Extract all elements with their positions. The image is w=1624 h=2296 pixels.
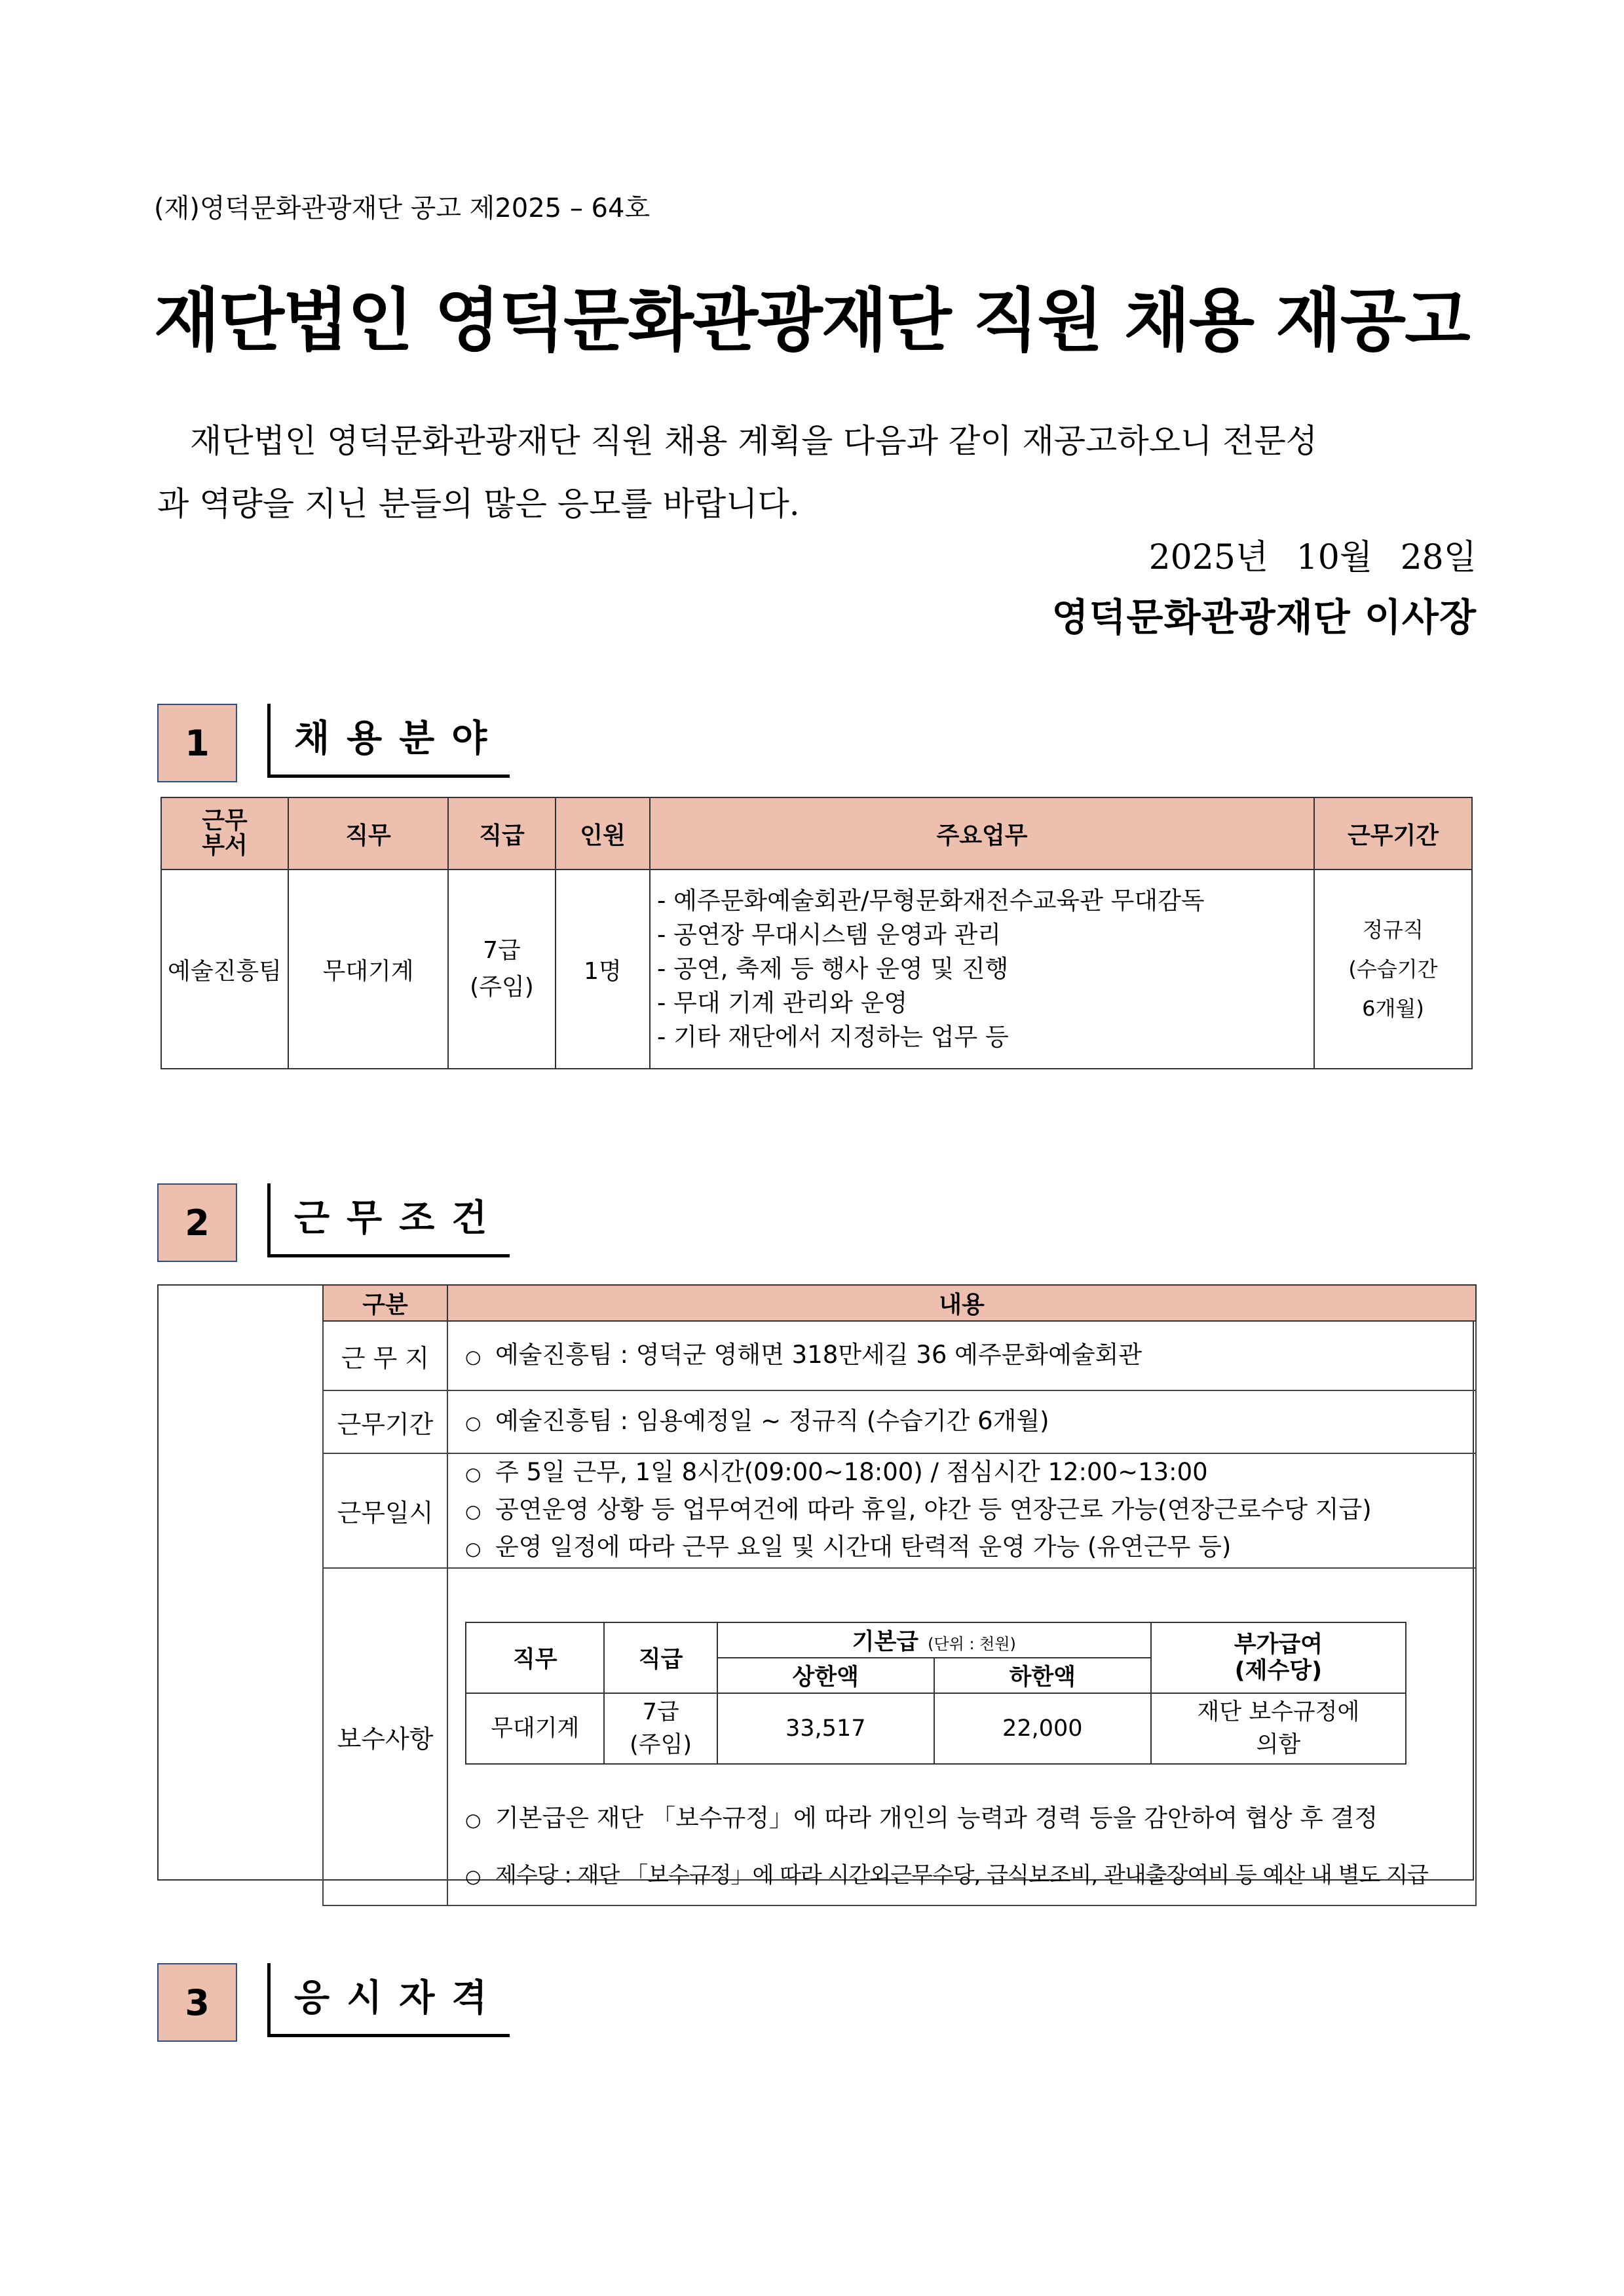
- conditions-table-frame: [157, 1284, 1474, 1888]
- conditions-table: [322, 1284, 1477, 1906]
- cell-count: 1명: [556, 870, 650, 1069]
- table-row-period: [323, 1390, 1476, 1453]
- recruitment-table: [161, 797, 1473, 1069]
- cell-period: 정규직 (수습기간 6개월): [1314, 870, 1472, 1069]
- bullet-icon: ○: [465, 1809, 482, 1831]
- row-content: ○ 예술진흥팀 : 영덕군 영해면 318만세길 36 예주문화예술회관: [447, 1321, 1476, 1390]
- cell-lower: 22,000: [934, 1693, 1151, 1764]
- row-label: 근 무 지: [323, 1321, 447, 1390]
- salary-table: [465, 1622, 1407, 1765]
- col-header-grade: 직급: [604, 1622, 717, 1693]
- notice-number: (재)영덕문화관광재단 공고 제2025 – 64호: [154, 193, 651, 223]
- table-row: [161, 870, 1472, 1069]
- col-header-job: 직무: [288, 797, 448, 870]
- section-number-box: 1: [157, 704, 237, 782]
- col-header-category: 구분: [323, 1285, 447, 1321]
- duty-item: - 예주문화예술회관/무형문화재전수교육관 무대감독: [657, 887, 1205, 915]
- col-header-extra-pay: 부가급여 (제수당): [1151, 1622, 1406, 1693]
- row-content: ○ 주 5일 근무, 1일 8시간(09:00~18:00) / 점심시간 12:00~13:00 ○ 공연운영 상황 등 업무여건에 따라 휴일, 야간 등 연장근로 가능(연장근로수당 지급) ○ 운영 일정에 따라 근무 요일 및 시간대 탄력적 운영 가능 (유연근무 등): [447, 1453, 1476, 1568]
- bullet-icon: ○: [465, 1538, 482, 1559]
- bullet-icon: ○: [465, 1411, 482, 1434]
- col-header-dept: 근무 부서: [161, 797, 288, 870]
- row-content: [447, 1568, 1476, 1905]
- table-header-row: [323, 1285, 1476, 1321]
- bullet-icon: ○: [465, 1345, 482, 1368]
- page-title: 재단법인 영덕문화관광재단 직원 채용 재공고: [154, 280, 1469, 360]
- bullet-icon: ○: [465, 1866, 481, 1887]
- table-header-row: [466, 1622, 1406, 1658]
- table-row-salary: [323, 1568, 1476, 1905]
- col-header-grade: 직급: [448, 797, 556, 870]
- col-header-base-pay: 기본급 (단위 : 천원): [717, 1622, 1151, 1658]
- cell-grade: 7급 (주임): [448, 870, 556, 1069]
- section-title: 응시자격: [267, 1963, 510, 2037]
- col-header-period: 근무기간: [1314, 797, 1472, 870]
- cell-dept: 예술진흥팀: [161, 870, 288, 1069]
- col-header-lower: 하한액: [934, 1658, 1151, 1693]
- row-content: ○ 예술진흥팀 : 임용예정일 ~ 정규직 (수습기간 6개월): [447, 1390, 1476, 1453]
- bullet-icon: ○: [465, 1501, 482, 1522]
- section-number-box: 3: [157, 1963, 237, 2042]
- row-label: 근무기간: [323, 1390, 447, 1453]
- table-row: [466, 1693, 1406, 1764]
- intro-line-1: 재단법인 영덕문화관광재단 직원 채용 계획을 다음과 같이 재공고하오니 전문성: [190, 422, 1318, 460]
- duty-item: - 공연, 축제 등 행사 운영 및 진행: [657, 955, 1009, 983]
- intro-paragraph: [157, 410, 1481, 535]
- cell-duties: [650, 870, 1314, 1069]
- duty-item: - 무대 기계 관리와 운영: [657, 989, 908, 1017]
- notice-date: 2025년 10월 28일: [1148, 538, 1477, 577]
- row-label: 보수사항: [323, 1568, 447, 1905]
- table-row-hours: [323, 1453, 1476, 1568]
- salary-notes: ○ 기본급은 재단 「보수규정」에 따라 개인의 능력과 경력 등을 감안하여 협상 후 결정 ○ 제수당 : 재단 「보수규정」에 따라 시간외근무수당, 급식보조비, 관내출장여비 등 예산 내 별도 지급: [459, 1791, 1475, 1904]
- cell-job: 무대기계: [288, 870, 448, 1069]
- bullet-icon: ○: [465, 1463, 482, 1485]
- section-title: 채용분야: [267, 704, 510, 778]
- cell-upper: 33,517: [717, 1693, 934, 1764]
- col-header-content: 내용: [447, 1285, 1476, 1321]
- section-title: 근무조건: [267, 1183, 510, 1257]
- cell-extra: 재단 보수규정에 의함: [1151, 1693, 1406, 1764]
- unit-label: (단위 : 천원): [928, 1635, 1016, 1653]
- col-header-upper: 상한액: [717, 1658, 934, 1693]
- cell-job: 무대기계: [466, 1693, 604, 1764]
- col-header-job: 직무: [466, 1622, 604, 1693]
- duty-item: - 공연장 무대시스템 운영과 관리: [657, 921, 1002, 949]
- col-header-count: 인원: [556, 797, 650, 870]
- signer: 영덕문화관광재단 이사장: [1051, 595, 1477, 640]
- cell-grade: 7급 (주임): [604, 1693, 717, 1764]
- duty-item: - 기타 재단에서 지정하는 업무 등: [657, 1023, 1009, 1051]
- table-row-workplace: [323, 1321, 1476, 1390]
- table-header-row: [161, 797, 1472, 870]
- section-number-box: 2: [157, 1183, 237, 1262]
- col-header-duties: 주요업무: [650, 797, 1314, 870]
- row-label: 근무일시: [323, 1453, 447, 1568]
- intro-line-2: 과 역량을 지닌 분들의 많은 응모를 바랍니다.: [157, 485, 800, 523]
